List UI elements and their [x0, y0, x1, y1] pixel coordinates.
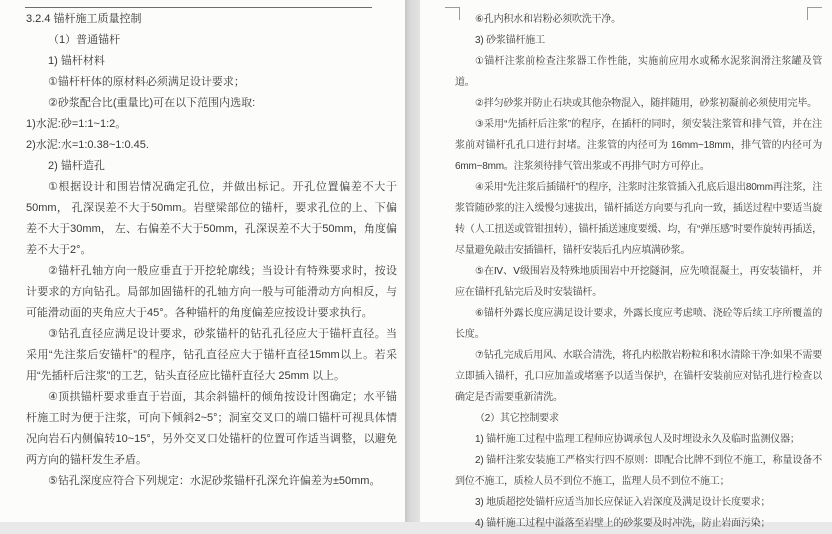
paragraph: 3) 地质超挖处锚杆应适当加长应保证入岩深度及满足设计长度要求； — [475, 497, 771, 508]
paragraph: ③钻孔直径应满足设计要求，砂浆锚杆的钻孔孔径应大于锚杆直径。当采用“先注浆后安锚杆”的程序，钻孔直径应大于锚杆直径15mm以上。若采用“先插杆后注浆”的工艺，钻头直径应比锚杆直径大 25mm 以上。 — [26, 328, 397, 382]
paragraph: （2）其它控制要求 — [475, 413, 559, 424]
paragraph: ②砂浆配合比(重量比)可在以下范围内选取: — [48, 97, 256, 109]
paragraph: ⑦钻孔完成后用风、水联合清洗，将孔内松散岩粉粒和积水清除干净:如果不需要立即插入锚杆，孔口应加盖或堵塞予以适当保护，在锚杆安装前应对钻孔进行检查以确定是否需要重新清洗。 — [455, 350, 822, 403]
section-heading: 3.2.4 锚杆施工质量控制 — [26, 13, 142, 25]
paragraph: ①锚杆杆体的原材料必须满足设计要求； — [48, 76, 245, 88]
page-divider — [405, 0, 420, 522]
paragraph: ⑤钻孔深度应符合下列规定：水泥砂浆锚杆孔深允许偏差为±50mm。 — [48, 475, 381, 487]
paragraph: ②拌匀砂浆并防止石块或其他杂物混入，随拌随用，砂浆初凝前必须使用完毕。 — [475, 98, 817, 109]
header-rule — [25, 7, 372, 8]
paragraph: ①根据设计和围岩情况确定孔位，并做出标记。开孔位置偏差不大于50mm， 孔深误差不大于50mm。岩壁梁部位的锚杆，要求孔位的上、下偏差不大于30mm， 左、右偏差不大于50mm，孔深误差不大于50mm，角度偏差不大于2°。 — [26, 181, 397, 256]
paragraph: ⑤在Ⅳ、Ⅴ级围岩及特殊地质围岩中开挖隧洞，应先喷混凝土，再安装锚杆， 并应在锚杆孔钻完后及时安装锚杆。 — [455, 266, 822, 298]
text-boundary-mark-top-left — [445, 7, 460, 20]
paragraph: 3) 砂浆锚杆施工 — [475, 35, 545, 46]
paragraph: 2) 锚杆造孔 — [48, 160, 105, 172]
paragraph: （1）普通锚杆 — [48, 34, 121, 46]
paragraph: 2) 锚杆注浆安装施工严格实行四不原则：即配合比牌不到位不施工，称量设备不到位不施工，质检人员不到位不施工，监理人员不到位不施工； — [455, 455, 822, 487]
paragraph: ③采用“先插杆后注浆”的程序，在插杆的同时，须安装注浆管和排气管，并在注浆前对锚杆孔孔口进行封堵。注浆管的内径可为 16mm~18mm，排气管的内径可为6mm~8mm。注浆须待排气管出浆或不再排气时方可停止。 — [455, 119, 822, 172]
paragraph: ①锚杆注浆前检查注浆器工作性能，实施前应用水或稀水泥浆润滑注浆罐及管道。 — [455, 56, 822, 88]
paragraph: ⑥锚杆外露长度应满足设计要求，外露长度应考虑喷、浇砼等后续工序所覆盖的长度。 — [455, 308, 822, 340]
paragraph: ④顶拱锚杆要求垂直于岩面，其余斜锚杆的倾角按设计图确定；水平锚杆施工时为便于注浆，可向下倾斜2~5°；洞室交叉口的端口锚杆可视具体情况向岩石内侧偏转10~15°，另外交叉口处锚杆的位置可作适当调整，以避免两方向的锚杆发生矛盾。 — [26, 391, 397, 466]
text-boundary-mark-top-right — [807, 7, 822, 20]
page-left — [0, 0, 405, 522]
paragraph: 4) 锚杆施工过程中溢落至岩壁上的砂浆要及时冲洗，防止岩面污染； — [475, 518, 771, 529]
paragraph: 1) 锚杆材料 — [48, 55, 105, 67]
paragraph: 2)水泥:水=1:0.38~1:0.45. — [26, 139, 149, 151]
paragraph: ⑥孔内积水和岩粉必须吹洗干净。 — [475, 14, 621, 25]
paragraph: 1)水泥:砂=1:1~1:2。 — [26, 118, 127, 130]
paragraph: 1) 锚杆施工过程中监理工程师应协调承包人及时埋设永久及临时监测仪器； — [475, 434, 800, 445]
paragraph: ②锚杆孔轴方向一般应垂直于开挖轮廓线；当设计有特殊要求时，按设计要求的方向钻孔。局部加固锚杆的孔轴方向一般与可能滑动方向相反，与可能滑动面的夹角应大于45°。各种锚杆的角度偏差应按设计要求执行。 — [26, 265, 397, 319]
page-right — [420, 0, 832, 529]
paragraph: ④采用“先注浆后插锚杆”的程序，注浆时注浆管插入孔底后退出80mm再注浆，注浆管随砂浆的注入缓慢匀速拔出，锚杆插送方向要与孔向一致，插送过程中要适当旋转（人工扭送或管钳扭转），锚杆插送速度要缓、均，有“弹压感”时要作旋转再插送，尽量避免敲击安插锚杆，锚杆安装后孔内应填满砂浆。 — [455, 182, 822, 256]
